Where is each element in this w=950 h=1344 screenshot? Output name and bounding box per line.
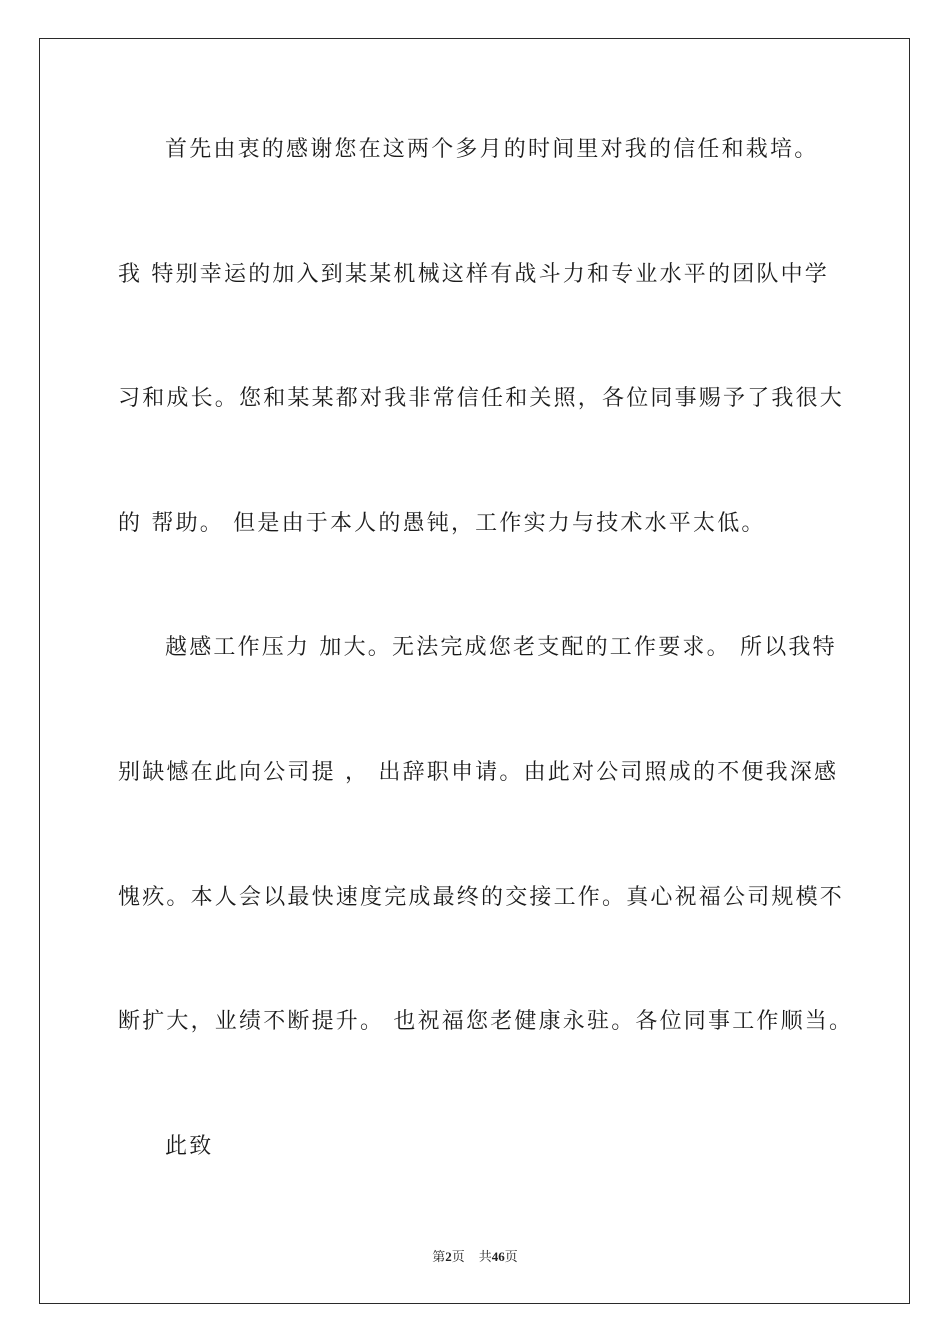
- page-border: [39, 38, 910, 1304]
- total-pages: 46: [491, 1249, 505, 1264]
- body-line-4: 的 帮助。 但是由于本人的愚钝，工作实力与技术水平太低。: [118, 511, 766, 536]
- body-line-7: 愧疚。本人会以最快速度完成最终的交接工作。真心祝福公司规模不: [118, 885, 845, 910]
- body-line-1: 首先由衷的感谢您在这两个多月的时间里对我的信任和栽培。: [165, 137, 819, 162]
- body-line-2: 我 特别幸运的加入到某某机械这样有战斗力和专业水平的团队中学: [118, 262, 829, 287]
- page-suffix: 页: [451, 1249, 465, 1264]
- total-suffix: 页: [504, 1249, 518, 1264]
- body-line-6: 别缺憾在此向公司提 ， 出辞职申请。由此对公司照成的不便我深感: [118, 760, 839, 785]
- total-prefix: 共: [478, 1249, 492, 1264]
- body-line-5: 越感工作压力 加大。无法完成您老支配的工作要求。 所以我特: [165, 635, 837, 660]
- body-line-8: 断扩大，业绩不断提升。 也祝福您老健康永驻。各位同事工作顺当。: [118, 1009, 854, 1034]
- closing-line: 此致: [165, 1134, 214, 1159]
- page-prefix: 第: [432, 1249, 446, 1264]
- page-footer: [0, 1248, 950, 1266]
- page-number: 2: [445, 1249, 452, 1264]
- body-line-3: 习和成长。您和某某都对我非常信任和关照，各位同事赐予了我很大: [118, 386, 845, 411]
